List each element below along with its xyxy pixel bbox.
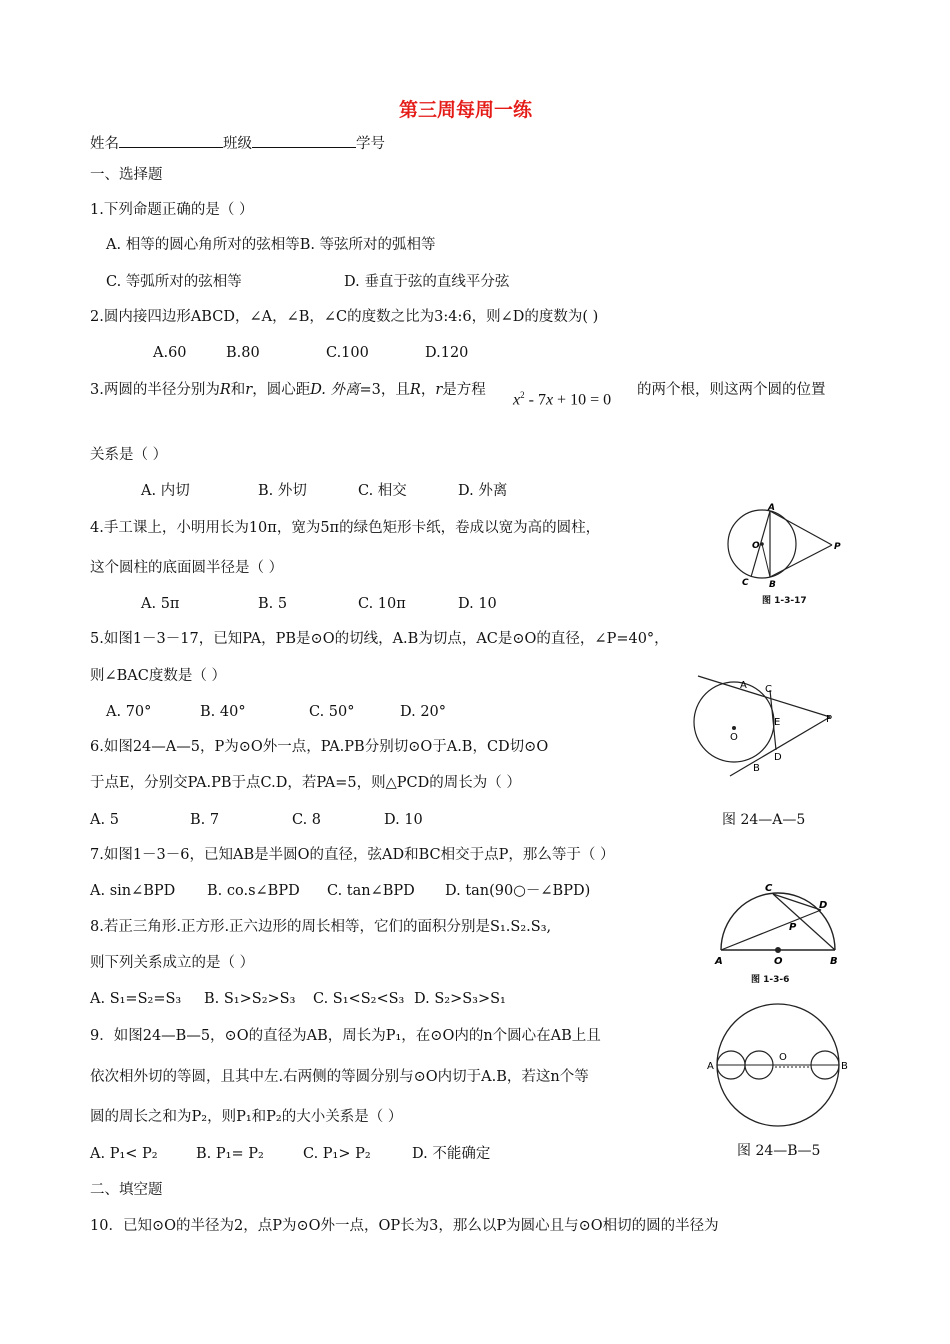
q4-stem-line2: 这个圆柱的底面圆半径是（ ） [90,560,284,576]
name-label: 姓名 [90,136,119,152]
q9-stem-line1: 9．如图24—B—5，⊙O的直径为AB，周长为P₁，在⊙O内的n个圆心在AB上且 [90,1028,601,1044]
page-title: 第三周每周一练 [399,99,533,121]
fig2-label-c: C [765,684,772,695]
fig1-label-a: A [768,503,775,513]
q7-option-c: C. tan∠BPD [327,883,415,899]
q8-option-d: D. S₂>S₃>S₁ [414,991,506,1007]
q9-option-b: B. P₁= P₂ [196,1146,264,1162]
fig3-label-o: O [774,956,783,967]
q4-option-b: B. 5 [258,596,288,612]
fig1-label-b: B [769,580,776,590]
figure-24-a-5 [690,672,840,782]
q9-stem-line2: 依次相外切的等圆，且其中左.右两侧的等圆分别与⊙O内切于A.B，若这n个等 [90,1069,589,1085]
fig4-caption: 图 24—B—5 [737,1143,821,1159]
fig3-label-c: C [765,883,773,894]
q10-stem: 10．已知⊙O的半径为2，点P为⊙O外一点，OP长为3，那么以P为圆心且与⊙O相切的圆的半径为 [90,1218,719,1234]
q1-option-ab: A. 相等的圆心角所对的弦相等B. 等弦所对的弧相等 [106,237,436,253]
q7-option-d: D. tan(90○－∠BPD) [445,883,591,899]
fig3-label-a: A [715,956,723,967]
q8-option-c: C. S₁<S₂<S₃ [313,991,405,1007]
q5-option-d: D. 20° [400,704,447,720]
q3-stem-tail: 的两个根，则这两个圆的位置 [637,382,826,398]
q3-option-d: D. 外离 [458,483,508,499]
fig2-label-o: O [730,732,738,743]
fig3-label-p: P [789,922,797,933]
q8-option-b: B. S₁>S₂>S₃ [204,991,296,1007]
q2-option-c: C.100 [326,345,369,361]
name-field[interactable] [119,133,223,148]
q9-option-a: A. P₁< P₂ [90,1146,158,1162]
fig3-label-d: D [819,900,828,911]
q7-stem: 7.如图1－3－6，已知AB是半圆O的直径，弦AD和BC相交于点P，那么等于（ ） [90,847,615,863]
fig1-caption: 图 1-3-17 [762,596,807,606]
fig1-label-c: C [742,578,749,588]
section-fill-heading: 二、填空题 [90,1182,163,1198]
class-label: 班级 [223,136,252,152]
q6-stem-line1: 6.如图24—A—5，P为⊙O外一点，PA.PB分别切⊙O于A.B，CD切⊙O [90,739,549,755]
q6-option-c: C. 8 [292,812,322,828]
fig2-label-d: D [774,752,782,763]
q3-option-a: A. 内切 [141,483,190,499]
q5-stem-line1: 5.如图1－3－17，已知PA，PB是⊙O的切线，A.B为切点，AC是⊙O的直径，∠P=40°， [90,631,669,647]
q9-stem-line3: 圆的周长之和为P₂，则P₁和P₂的大小关系是（ ） [90,1109,403,1125]
fig3-caption: 图 1-3-6 [751,975,790,985]
fig2-caption: 图 24—A—5 [722,812,806,828]
q1-stem: 1.下列命题正确的是（ ） [90,202,254,218]
student-info-line [90,133,385,154]
q4-stem-line1: 4.手工课上，小明用长为10π，宽为5π的绿色矩形卡纸，卷成以宽为高的圆柱， [90,520,601,536]
q8-option-a: A. S₁=S₂=S₃ [90,991,182,1007]
q1-option-d: D. 垂直于弦的直线平分弦 [344,274,510,290]
q7-option-b: B. co.s∠BPD [207,883,300,899]
fig4-label-o: O [779,1052,787,1063]
q3-equation: $x^2 - 7x + 10 = 0$ [513,390,612,409]
fig2-label-p: P [826,714,833,725]
q5-option-b: B. 40° [200,704,246,720]
q4-option-d: D. 10 [458,596,497,612]
q2-stem: 2.圆内接四边形ABCD，∠A，∠B，∠C的度数之比为3:4:6，则∠D的度数为( ) [90,309,599,325]
q6-option-b: B. 7 [190,812,220,828]
q2-option-b: B.80 [226,345,260,361]
fig1-label-o: O [752,541,760,551]
q3-option-c: C. 相交 [358,483,407,499]
q5-stem-line2: 则∠BAC度数是（ ） [90,668,226,684]
class-field[interactable] [252,133,356,148]
section-choice-heading: 一、选择题 [90,167,163,183]
q7-option-a: A. sin∠BPD [90,883,176,899]
q2-option-a: A.60 [153,345,187,361]
q4-option-c: C. 10π [358,596,406,612]
q2-option-d: D.120 [425,345,469,361]
q3-option-b: B. 外切 [258,483,307,499]
q6-option-d: D. 10 [384,812,423,828]
fig2-label-e: E [774,717,781,728]
fig2-label-b: B [753,763,760,774]
q5-option-a: A. 70° [106,704,152,720]
figure-24-b-5 [703,995,853,1135]
q3-stem-line2: 关系是（ ） [90,447,168,463]
figure-1-3-17 [722,500,852,605]
fig3-label-b: B [830,956,838,967]
figure-1-3-6 [713,880,848,990]
q9-option-c: C. P₁> P₂ [303,1146,371,1162]
q9-option-d: D. 不能确定 [412,1146,491,1162]
q3-stem: 3.两圆的半径分别为R和r，圆心距D. 外离=3，且R，r是方程 [90,382,486,398]
q1-option-c: C. 等弧所对的弦相等 [106,274,242,290]
q8-stem-line1: 8.若正三角形.正方形.正六边形的周长相等，它们的面积分别是S₁.S₂.S₃, [90,919,552,935]
q8-stem-line2: 则下列关系成立的是（ ） [90,955,255,971]
q5-option-c: C. 50° [309,704,355,720]
q4-option-a: A. 5π [141,596,180,612]
fig4-label-a: A [707,1061,714,1072]
q6-stem-line2: 于点E，分别交PA.PB于点C.D，若PA=5，则△PCD的周长为（ ） [90,775,521,791]
fig1-label-p: P [834,542,841,552]
fig4-label-b: B [841,1061,848,1072]
fig2-label-a: A [740,680,747,691]
q6-option-a: A. 5 [90,812,119,828]
id-label: 学号 [356,136,385,152]
